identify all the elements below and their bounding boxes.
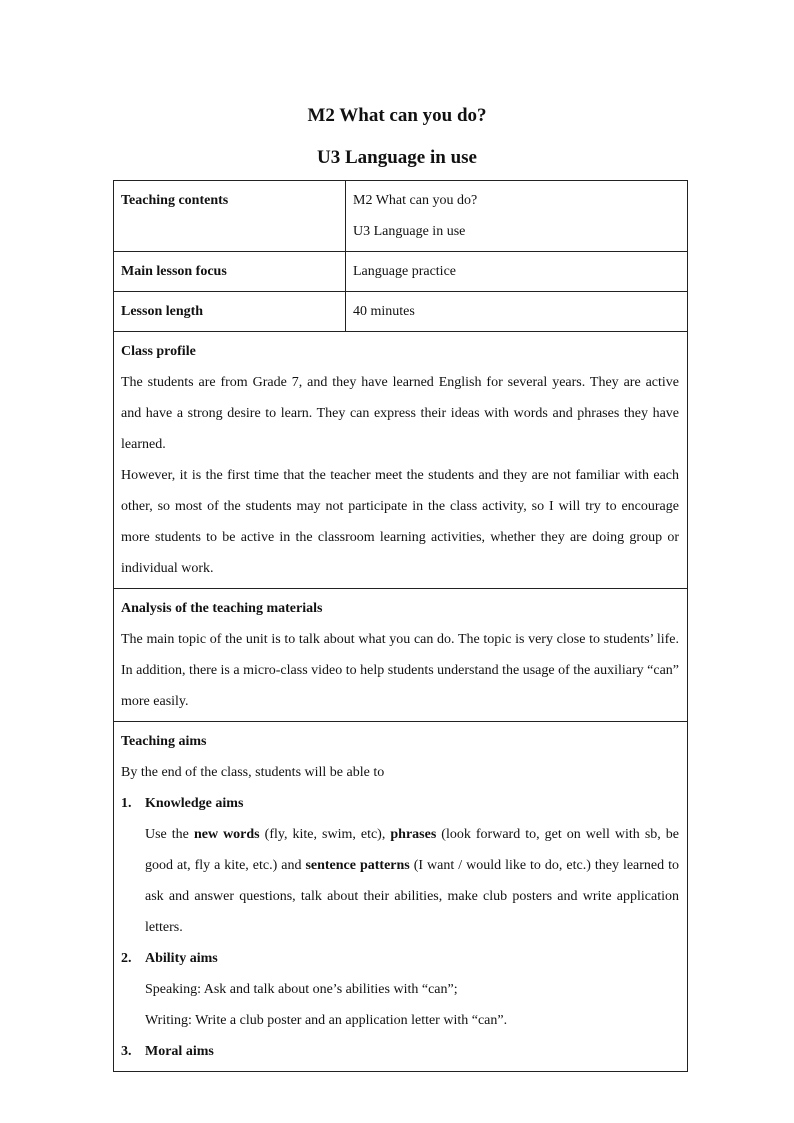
teaching-aims-intro: By the end of the class, students will be able to <box>121 765 385 780</box>
text-run: Use the <box>145 827 194 842</box>
knowledge-aims-heading <box>121 788 679 819</box>
page-subtitle: U3 Language in use <box>317 147 477 168</box>
bold-term: phrases <box>390 827 437 842</box>
page-title: M2 What can you do? <box>307 105 487 126</box>
teaching-aims-section <box>114 722 688 1072</box>
list-heading-text: Moral aims <box>145 1044 214 1059</box>
teaching-contents-value <box>346 181 688 252</box>
table-row <box>114 722 688 1072</box>
list-number: 1. <box>121 796 132 811</box>
main-lesson-focus-label: Main lesson focus <box>114 252 346 292</box>
list-number: 3. <box>121 1044 132 1059</box>
class-profile-paragraph: The students are from Grade 7, and they have learned English for several years. They are active and have a strong desire to learn. They can express their ideas with words and phrases they have learned. <box>121 375 679 452</box>
contents-line: M2 What can you do? <box>353 193 478 208</box>
analysis-heading: Analysis of the teaching materials <box>121 601 323 616</box>
knowledge-aims-text <box>121 819 679 943</box>
analysis-paragraph: The main topic of the unit is to talk about what you can do. The topic is very close to students’ life. In addition, there is a micro-class video to help students understand the usage of the auxiliary “can” more easily. <box>121 632 679 709</box>
table-row <box>114 589 688 722</box>
ability-speaking: Speaking: Ask and talk about one’s abilities with “can”; <box>145 982 458 997</box>
class-profile-heading: Class profile <box>121 344 196 359</box>
teaching-contents-label: Teaching contents <box>114 181 346 252</box>
text-run: (look forward to, get on well with sb, be good at, fly a kite, etc.) and <box>145 827 679 873</box>
text-run: (I want / would like to do, etc.) they learned to ask and answer questions, talk about their abilities, make club posters and write application letters. <box>145 858 680 935</box>
list-heading-text: Knowledge aims <box>145 796 244 811</box>
class-profile-section <box>114 332 688 589</box>
text-run: (fly, kite, swim, etc), <box>259 827 391 842</box>
analysis-section <box>114 589 688 722</box>
list-number: 2. <box>121 951 132 966</box>
lesson-length-label: Lesson length <box>114 292 346 332</box>
list-heading-text: Ability aims <box>145 951 218 966</box>
table-row <box>114 252 688 292</box>
ability-writing: Writing: Write a club poster and an application letter with “can”. <box>145 1013 508 1028</box>
table-row <box>114 332 688 589</box>
moral-aims-heading <box>121 1036 679 1067</box>
lesson-length-value: 40 minutes <box>346 292 688 332</box>
table-row <box>114 181 688 252</box>
lesson-plan-table <box>113 180 688 1072</box>
contents-line: U3 Language in use <box>353 224 466 239</box>
class-profile-paragraph: However, it is the first time that the teacher meet the students and they are not familiar with each other, so most of the students may not participate in the class activity, so I will try to encourage more students to be active in the classroom learning activities, whether they are doing group or individual work. <box>121 468 679 576</box>
ability-aims-heading <box>121 943 679 974</box>
bold-term: sentence patterns <box>305 858 410 873</box>
table-row <box>114 292 688 332</box>
teaching-aims-heading: Teaching aims <box>121 734 207 749</box>
bold-term: new words <box>193 827 260 842</box>
main-lesson-focus-value: Language practice <box>346 252 688 292</box>
